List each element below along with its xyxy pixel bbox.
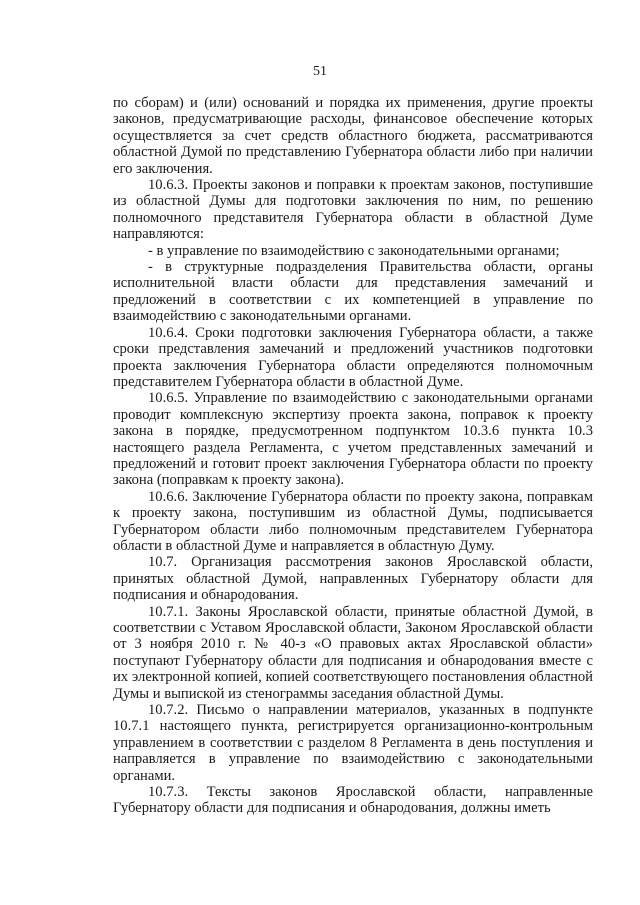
list-item-structural-divisions: - в структурные подразделения Правительства области, органы исполнительной власти области для представления замечаний и предложений в соответствии с их компетенцией в управление по взаимодействию с законодательными органами.	[113, 259, 593, 325]
paragraph-10-6-6: 10.6.6. Заключение Губернатора области по проекту закона, поправкам к проекту закона, поступившим из областной Думы, подписывается Губернатором области либо полномочным представителем Губернатора области в областной Думе и направляется в областную Думу.	[113, 488, 593, 554]
paragraph-10-6-4: 10.6.4. Сроки подготовки заключения Губернатора области, а также сроки представления замечаний и предложений участников подготовки проекта заключения Губернатора области определяются полномочным представителем Губернатора области в областной Думе.	[113, 324, 593, 390]
paragraph-10-7-2: 10.7.2. Письмо о направлении материалов, указанных в подпункте 10.7.1 настоящего пункта, регистрируется организационно-контрольным управлением в соответствии с разделом 8 Регламента в день поступления и направляется в управление по взаимодействию с законодательными органами.	[113, 702, 593, 784]
paragraph-10-6-5: 10.6.5. Управление по взаимодействию с законодательными органами проводит комплексную экспертизу проекта закона, поправок к проекту закона в порядке, предусмотренном подпунктом 10.3.6 пункта 10.3 настоящего раздела Регламента, с учетом представленных замечаний и предложений и готовит проект заключения Губернатора области по проекту закона (поправкам к проекту закона).	[113, 390, 593, 489]
document-body	[113, 95, 593, 817]
paragraph-10-6-3: 10.6.3. Проекты законов и поправки к проектам законов, поступившие из областной Думы для подготовки заключения по ним, по решению полномочного представителя Губернатора области в областной Думе направляются:	[113, 177, 593, 243]
list-item-legislative-dept: - в управление по взаимодействию с законодательными органами;	[148, 242, 560, 259]
paragraph-10-7: 10.7. Организация рассмотрения законов Ярославской области, принятых областной Думой, направленных Губернатору области для подписания и обнародования.	[113, 554, 593, 604]
page-number: 51	[313, 64, 327, 79]
paragraph-continuation: по сборам) и (или) оснований и порядка их применения, другие проекты законов, предусматривающие расходы, финансовое обеспечение которых осуществляется за счет средств областного бюджета, рассматриваются областной Думой по представлению Губернатора области либо при наличии его заключения.	[113, 95, 593, 177]
paragraph-10-7-1: 10.7.1. Законы Ярославской области, принятые областной Думой, в соответствии с Уставом Ярославской области, Законом Ярославской области от 3 ноября 2010 г. № 40-з «О правовых актах Ярославской области» поступают Губернатору области для подписания и обнародования вместе с их электронной копией, копией соответствующего постановления областной Думы и выпиской из стенограммы заседания областной Думы.	[113, 603, 593, 702]
paragraph-10-7-3: 10.7.3. Тексты законов Ярославской области, направленные Губернатору области для подписания и обнародования, должны иметь	[113, 784, 593, 817]
